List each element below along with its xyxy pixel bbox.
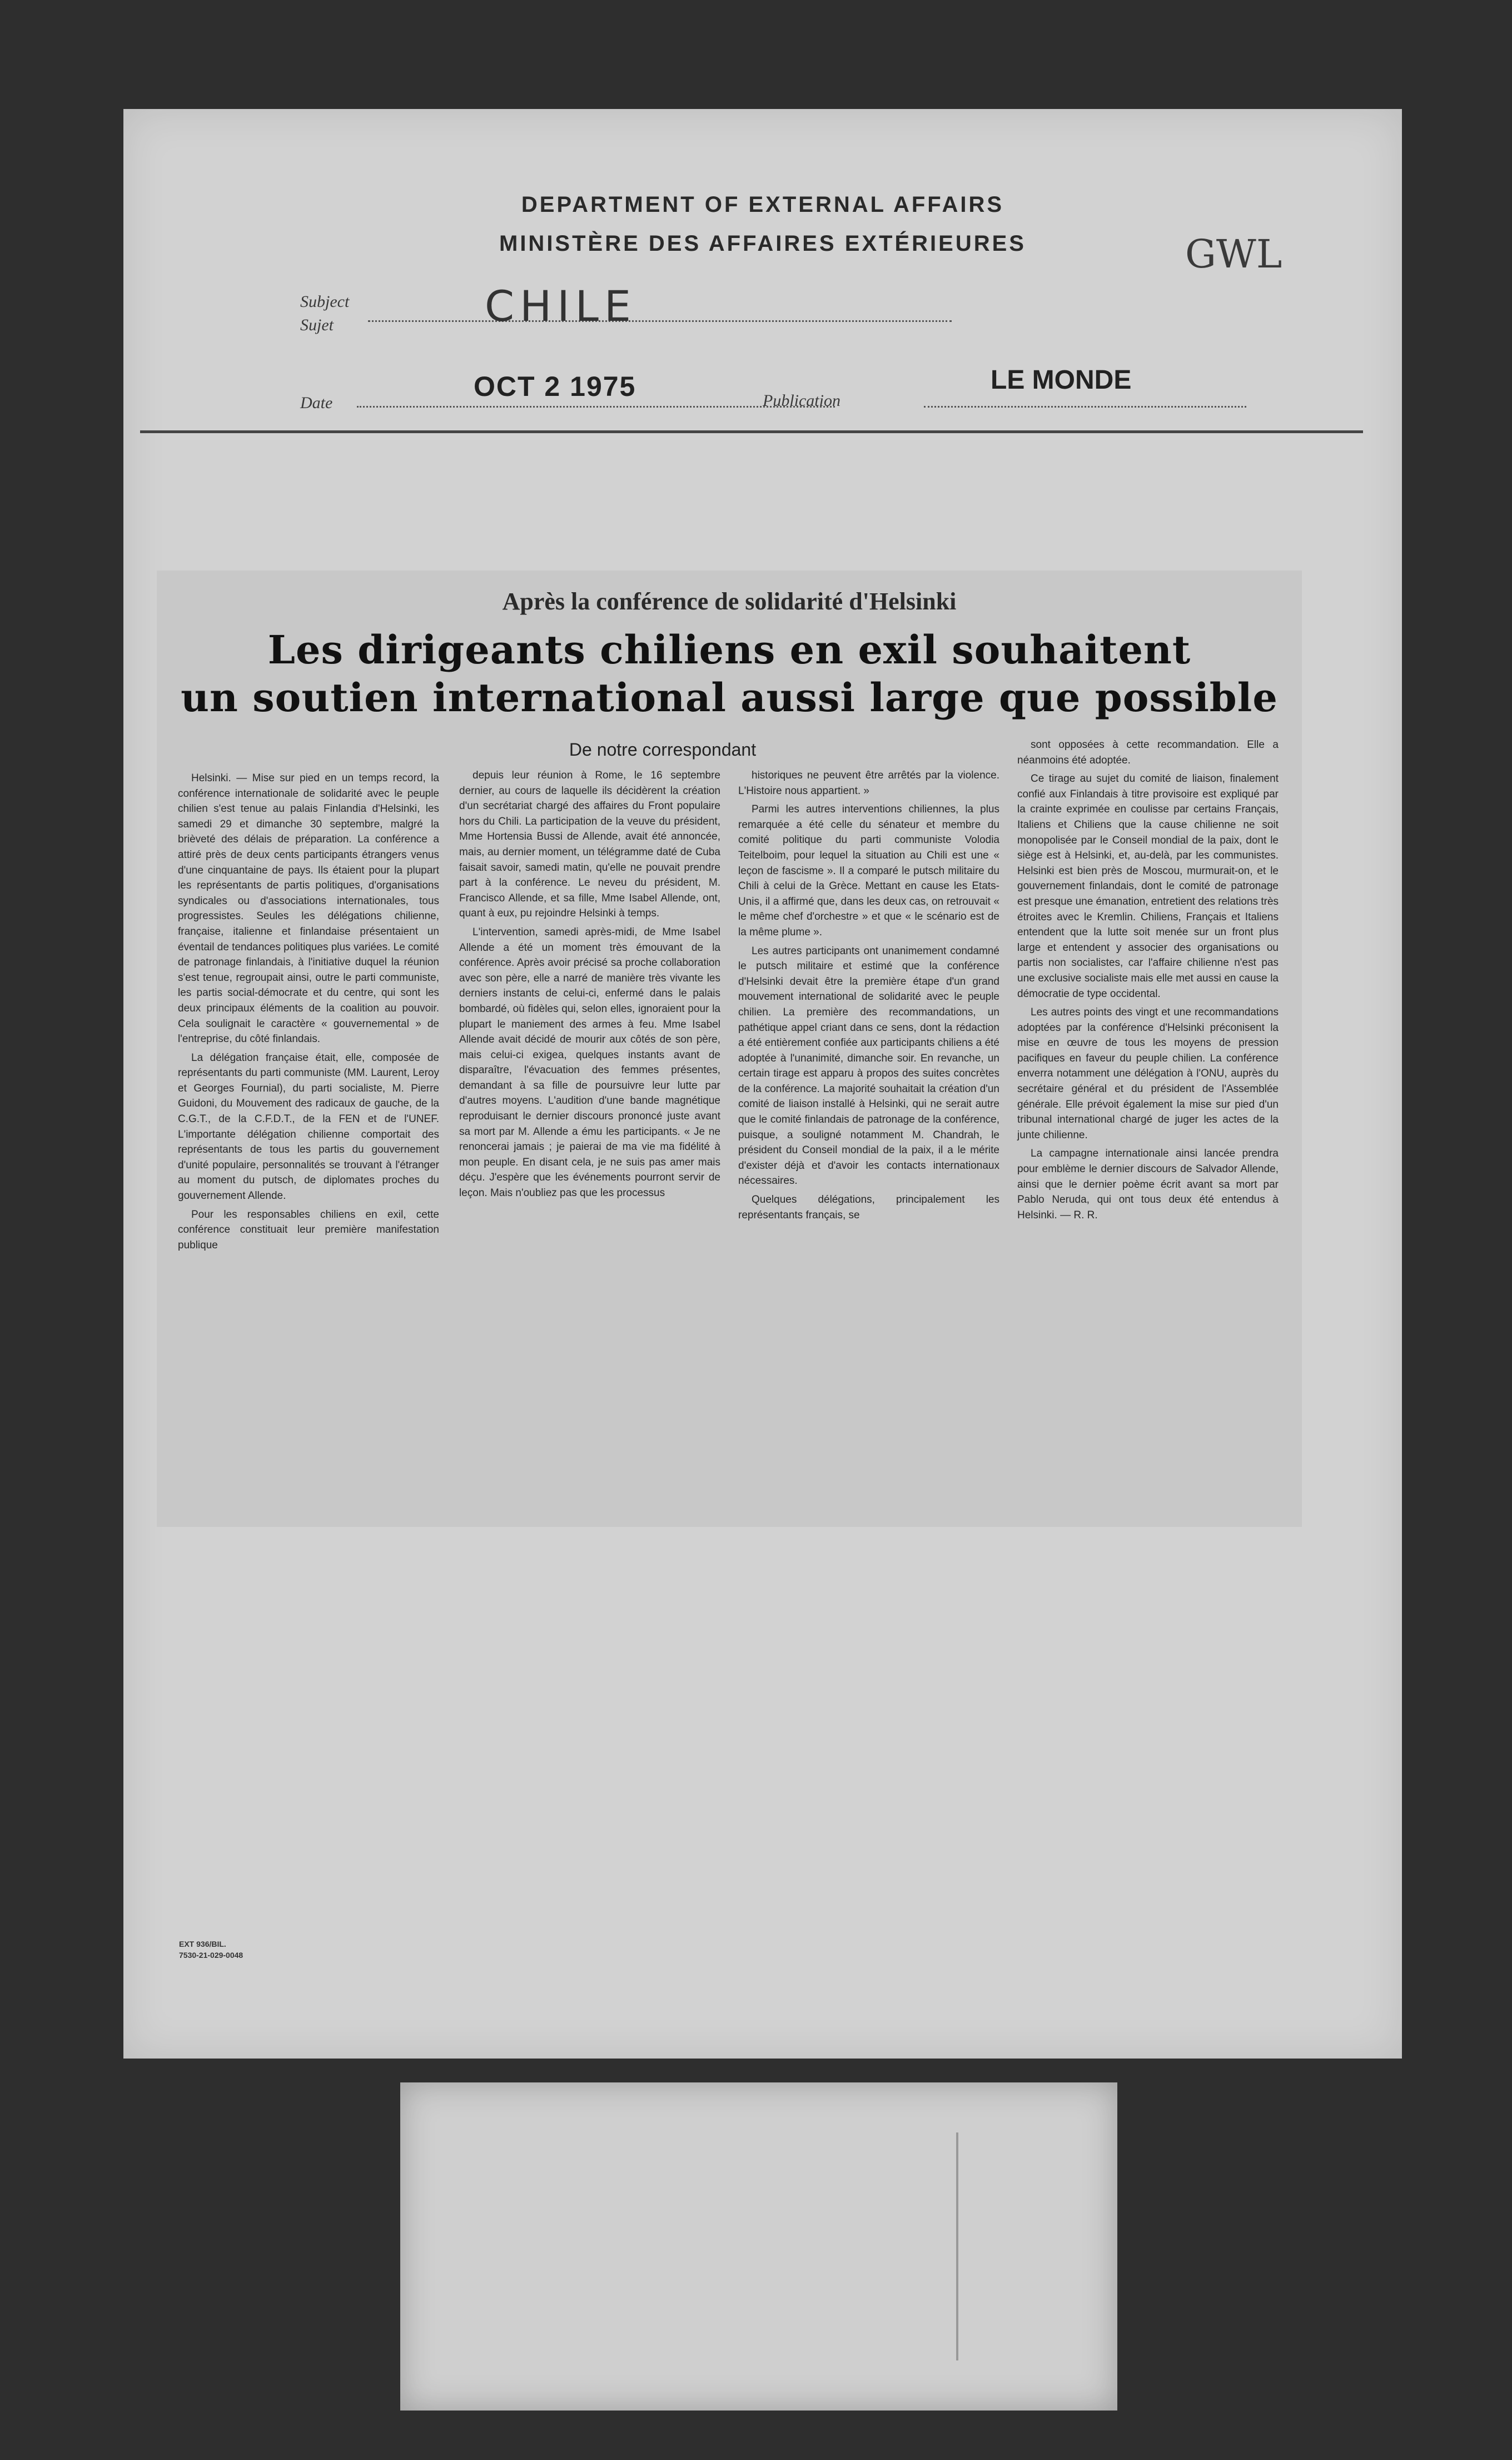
subject-dotted-line [368, 320, 952, 322]
department-title-en: DEPARTMENT OF EXTERNAL AFFAIRS [521, 192, 1004, 217]
paragraph: La délégation française était, elle, composée de représentants du parti communiste (MM. Laurent, Leroy et Georges Fournial), du parti socialiste, M. Pierre Guidoni, du Mouvement des radicaux de gauche, de la C.G.T., de la C.F.D.T., de la FEN et de l'UNEF. L'importante délégation chilienne comportait des représentants de tous les partis du gouvernement d'unité populaire, personnalités se trouvant à l'étranger au moment du putsch, de diplomates proches du gouvernement Allende. [178, 1052, 439, 1202]
subject-label: Subject [300, 292, 350, 311]
paragraph: Les autres points des vingt et une recommandations adoptées par la conférence d'Helsinki préconisent la mise en œuvre de tous les moyens de pression pacifiques en faveur du peuple chilien. La conférence enverra notamment une délégation à l'ONU, auprès du secrétaire général et du président de l'Assemblée générale. Elle prévoit également la mise sur pied d'un tribunal international chargé de juger les actes de la junte chilienne. [1017, 1006, 1279, 1141]
paragraph: Parmi les autres interventions chiliennes, la plus remarquée a été celle du sénateur et membre du comité politique du parti communiste Volodia Teitelboim, pour lequel la situation au Chili est une « leçon de fascisme ». Il a comparé le putsch militaire du Chili à celui de la Grèce. Mettant en cause les Etats-Unis, il a affirmé que, dans les deux cas, on retrouvait « le même chef d'orchestre » et que « le scénario est de la même plume ». [738, 804, 999, 938]
article-column-2 [459, 768, 720, 1204]
article-kicker: Après la conférence de solidarité d'Helsinki [502, 588, 957, 615]
newspaper-clipping [157, 571, 1302, 1527]
paragraph: depuis leur réunion à Rome, le 16 septembre dernier, au cours de laquelle ils décidèrent la création d'un secrétariat chargé des affaires du Front populaire hors du Chili. La participation de la veuve du président, Mme Hortensia Bussi de Allende, avait été annoncée, mais, au dernier moment, un télégramme daté de Cuba faisait savoir, samedi matin, qu'elle ne pouvait prendre part à la conférence. Le neveu du président, M. Francisco Allende, et sa fille, Mme Isabel Allende, ont, quant à eux, pu rejoindre Helsinki à temps. [459, 770, 720, 920]
form-number [179, 1938, 243, 1961]
header-rule [140, 430, 1363, 433]
department-title-fr: MINISTÈRE DES AFFAIRES EXTÉRIEURES [499, 231, 1026, 256]
folder-fold-line [956, 2132, 1058, 2360]
publication-value: LE MONDE [991, 365, 1132, 395]
paragraph: Pour les responsables chiliens en exil, cette conférence constituait leur première manifestation publique [178, 1208, 439, 1251]
handwritten-initials: GWL [1185, 231, 1282, 277]
date-label: Date [300, 394, 333, 412]
paragraph: sont opposées à cette recommandation. Elle a néanmoins été adoptée. [1017, 739, 1279, 766]
article-headline [157, 626, 1302, 722]
paragraph: historiques ne peuvent être arrêtés par la violence. L'Histoire nous appartient. » [738, 770, 999, 797]
article-column-1 [178, 771, 439, 1256]
publication-label: Publication [763, 391, 840, 410]
document-sheet [123, 109, 1402, 2059]
paragraph: Ce tirage au sujet du comité de liaison, finalement confié aux Finlandais à titre provisoire est expliqué par la crainte exprimée en coulisse par certains Français, Italiens et Chiliens que la cause chilienne ne soit monopolisée par le Conseil mondial de la paix, dont le siège est à Helsinki, et, au-delà, par les communistes. Helsinki est bien près de Moscou, murmurait-on, et le gouvernement finlandais, dont le comité de patronage est presque une émanation, entretient des relations très étroites avec le Kremlin. Chiliens, Français et Italiens entendent que la lutte soit menée sur un front plus large et entendent y associer des organisations ou partis non socialistes, car l'affaire chilienne n'est pas une exclusive socialiste mais elle met aussi en cause la démocratie de type occidental. [1017, 773, 1279, 1000]
form-number-line-1: EXT 936/BIL. [179, 1940, 226, 1948]
subject-value: CHILE [485, 281, 636, 331]
headline-line-2: un soutien international aussi large que possible [181, 674, 1278, 721]
date-value: OCT 2 1975 [474, 371, 636, 402]
article-column-3 [738, 768, 999, 1226]
headline-line-1: Les dirigeants chiliens en exil souhaitent [267, 627, 1191, 673]
paragraph: L'intervention, samedi après-midi, de Mme Isabel Allende a été un moment très émouvant de la conférence. Après avoir précisé sa proche collaboration avec son père, elle a narré de manière très vivante les derniers instants de celui-ci, enfermé dans le palais bombardé, où fidèles qui, selon elles, ignoraient pour la plupart le maniement des armes à feu. Mme Isabel Allende avait décidé de mourir aux côtés de son père, mais celui-ci exigea, quelques instants avant de disparaître, l'évacuation des femmes présentes, demandant à sa fille de poursuivre leur lutte par d'autres moyens. L'audition d'une bande magnétique reproduisant le dernier discours prononcé juste avant sa mort par M. Allende a ému les participants. « Je ne renoncerai jamais ; je paierai de ma vie ma fidélité à mon peuple. En disant cela, je ne suis pas amer mais déçu. J'espère que les événements pourront servir de leçon. Mais n'oubliez pas que les processus [459, 926, 720, 1199]
article-column-4 [1017, 737, 1279, 1226]
file-folder-tab [400, 2082, 1117, 2411]
paragraph: Les autres participants ont unanimement condamné le putsch militaire et estimé que la conférence d'Helsinki devait être la première étape d'un grand mouvement international de solidarité avec le peuple chilien. La première des recommandations, un pathétique appel criant dans ce sens, dont la rédaction a été entièrement confiée aux participants chiliens a été adoptée à l'unanimité, dimanche soir. En revanche, un certain tirage est apparu à propos des suites concrètes de la conférence. La majorité souhaitait la création d'un comité de liaison installé à Helsinki, qui ne serait autre que le comité finlandais de patronage de la conférence, puisque, a souligné notamment M. Chandrah, le président du Conseil mondial de la paix, il a le mérite d'exister déjà et d'avoir les contacts internationaux nécessaires. [738, 945, 999, 1187]
form-number-line-2: 7530-21-029-0048 [179, 1951, 243, 1960]
paragraph: Helsinki. — Mise sur pied en un temps record, la conférence internationale de solidarité avec le peuple chilien s'est tenue au palais Finlandia d'Helsinki, les samedi 29 et dimanche 30 septembre, malgré la brièveté des délais de préparation. La conférence a attiré près de deux cents participants étrangers venus d'une cinquantaine de pays. Ils étaient pour la plupart les représentants de partis politiques, d'organisations syndicales ou d'associations internationales, tous progressistes. Seules les délégations chilienne, française, italienne et finlandaise présentaient un éventail de tendances politiques plus variées. Le comité de patronage finlandais, à l'initiative duquel la réunion s'est tenue, regroupait ainsi, outre le parti communiste, les partis social-démocrate et du centre, qui sont les deux principaux éléments de la coalition au pouvoir. Cela soulignait le caractère « gouvernemental » de l'entreprise, du côté finlandais. [178, 772, 440, 1045]
article-byline: De notre correspondant [569, 740, 757, 760]
paragraph: La campagne internationale ainsi lancée prendra pour emblème le dernier discours de Salvador Allende, ainsi que le dernier poème écrit avant sa mort par Pablo Neruda, qui ont tous deux été entendus à Helsinki. — R. R. [1017, 1148, 1279, 1221]
paragraph: Quelques délégations, principalement les représentants français, se [738, 1194, 999, 1221]
publication-dotted-line [924, 406, 1246, 408]
sujet-label: Sujet [300, 316, 334, 334]
